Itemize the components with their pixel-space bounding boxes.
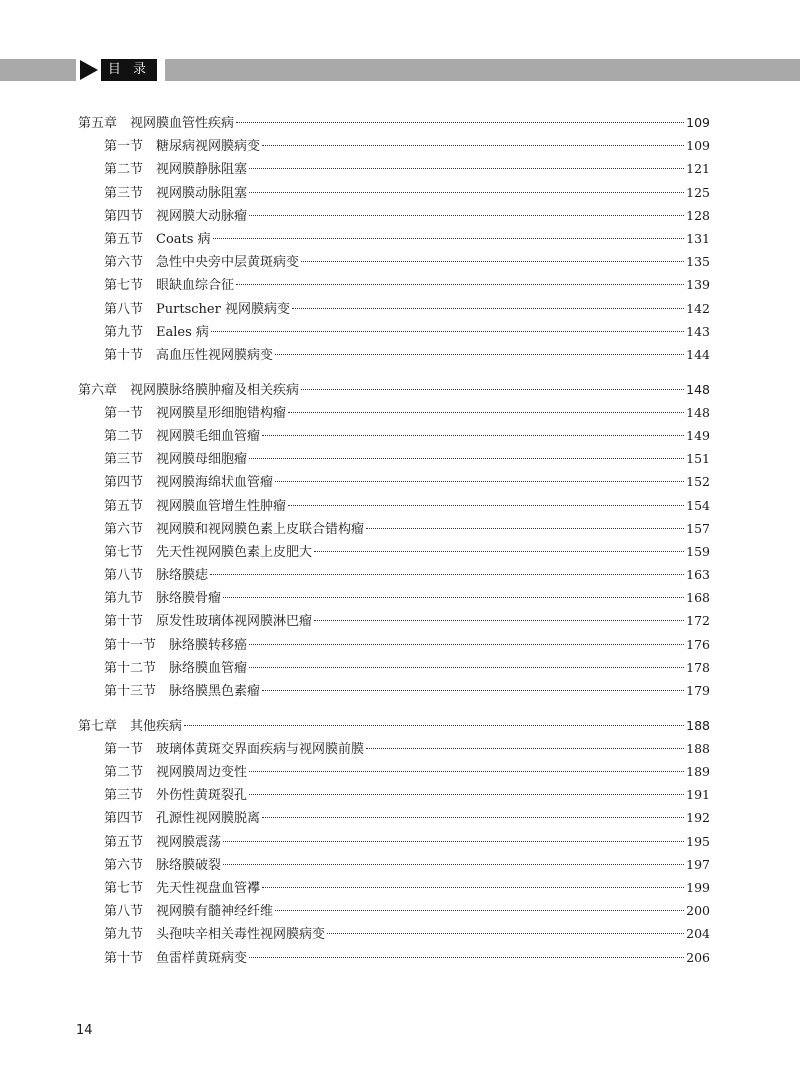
toc-section-entry-page: 176 — [686, 636, 710, 652]
toc-chapter-entry[interactable] — [78, 111, 710, 134]
toc-section-entry[interactable] — [78, 563, 710, 586]
toc-section-entry[interactable] — [78, 401, 710, 424]
toc-section-entry[interactable] — [78, 853, 710, 876]
toc-section-entry-label: 第八节 — [104, 904, 144, 920]
toc-section-entry-title: 脉络膜转移癌 — [169, 637, 248, 653]
toc-section-entry[interactable] — [78, 876, 710, 899]
toc-section-entry-leader — [249, 168, 684, 169]
toc-section-entry-page: 189 — [686, 764, 710, 780]
page-number: 14 — [76, 1023, 93, 1038]
play-arrow-icon — [80, 60, 98, 80]
toc-section-entry-label: 第四节 — [104, 208, 144, 224]
toc-section-entry-page: 188 — [686, 740, 710, 756]
toc-section-entry-title: 眼缺血综合征 — [156, 278, 235, 294]
toc-section-entry[interactable] — [78, 470, 710, 493]
toc-section-entry-label: 第五节 — [104, 231, 144, 247]
toc-section-entry-page: 139 — [686, 277, 710, 293]
toc-section-entry-title: 外伤性黄斑裂孔 — [156, 788, 248, 804]
toc-section-entry-label: 第九节 — [104, 591, 144, 607]
toc-section-entry[interactable] — [78, 297, 710, 320]
toc-section-entry[interactable] — [78, 447, 710, 470]
toc-section-entry-label: 第七节 — [104, 278, 144, 294]
toc-section-entry-page: 128 — [686, 207, 710, 223]
toc-section-entry-leader — [262, 887, 684, 888]
toc-section-entry-leader — [288, 505, 684, 506]
toc-section-entry-label: 第八节 — [104, 568, 144, 584]
toc-section-entry[interactable] — [78, 517, 710, 540]
toc-section-entry[interactable] — [78, 946, 710, 969]
toc-section-entry-label: 第四节 — [104, 811, 144, 827]
toc-section-entry[interactable] — [78, 494, 710, 517]
toc-section-entry-label: 第八节 — [104, 301, 144, 317]
toc-chapter-entry-label: 第六章 — [78, 382, 118, 398]
toc-section-entry-leader — [262, 690, 684, 691]
toc-section-entry[interactable] — [78, 273, 710, 296]
toc-section-entry-leader — [275, 354, 684, 355]
toc-section-entry[interactable] — [78, 737, 710, 760]
toc-section-entry[interactable] — [78, 540, 710, 563]
toc-section-entry-leader — [223, 864, 684, 865]
toc-chapter-entry-label: 第七章 — [78, 718, 118, 734]
toc-section-entry[interactable] — [78, 656, 710, 679]
toc-section-entry-page: 152 — [686, 474, 710, 490]
toc-section-entry-page: 159 — [686, 543, 710, 559]
toc-section-entry-title: 头孢呋辛相关毒性视网膜病变 — [156, 927, 326, 943]
toc-section-entry[interactable] — [78, 830, 710, 853]
toc-section-entry-page: 143 — [686, 323, 710, 339]
toc-section-entry-title: 视网膜震荡 — [156, 834, 222, 850]
toc-section-entry-leader — [288, 412, 684, 413]
toc-chapter-entry-page: 148 — [686, 381, 710, 397]
toc-section-entry-leader — [249, 192, 684, 193]
toc-section-entry-title: 视网膜周边变性 — [156, 765, 248, 781]
toc-section-entry-leader — [249, 215, 684, 216]
toc-section-entry[interactable] — [78, 157, 710, 180]
toc-chapter-entry-title: 其他疾病 — [130, 718, 183, 734]
toc-section-entry[interactable] — [78, 204, 710, 227]
toc-section-entry-label: 第十节 — [104, 950, 144, 966]
toc-section-entry[interactable] — [78, 320, 710, 343]
toc-section-entry-leader — [301, 261, 684, 262]
toc-section-entry-title: 脉络膜黑色素瘤 — [169, 684, 261, 699]
toc-section-entry-title: Eales 病 — [156, 324, 209, 340]
toc-section-entry[interactable] — [78, 922, 710, 945]
toc-section-entry-label: 第九节 — [104, 927, 144, 943]
toc-chapter-entry[interactable] — [78, 714, 710, 737]
toc-section-entry-page: 178 — [686, 659, 710, 675]
toc-section-entry-page: 200 — [686, 903, 710, 919]
toc-section-entry-leader — [275, 910, 684, 911]
toc-section-entry-label: 第二节 — [104, 162, 144, 178]
toc-section-entry-page: 144 — [686, 346, 710, 362]
toc-section-entry-label: 第七节 — [104, 544, 144, 560]
toc-section-entry-label: 第三节 — [104, 185, 144, 201]
toc-section-entry-title: 高血压性视网膜病变 — [156, 347, 274, 363]
toc-section-entry-page: 148 — [686, 404, 710, 420]
toc-section-entry-label: 第六节 — [104, 255, 144, 271]
toc-section-entry[interactable] — [78, 250, 710, 273]
toc-section-entry-leader — [366, 528, 684, 529]
toc-section-entry-title: 视网膜静脉阻塞 — [156, 162, 248, 178]
toc-section-entry-page: 121 — [686, 161, 710, 177]
toc-section-entry-label: 第九节 — [104, 324, 144, 340]
toc-chapter-entry-page: 188 — [686, 717, 710, 733]
toc-section-entry-leader — [249, 771, 684, 772]
toc-chapter-entry[interactable] — [78, 378, 710, 401]
toc-section-entry-title: 原发性玻璃体视网膜淋巴瘤 — [156, 614, 313, 630]
toc-section-entry-leader — [236, 284, 684, 285]
toc-section-entry-title: 鱼雷样黄斑病变 — [156, 950, 248, 966]
toc-section-entry-title: 脉络膜破裂 — [156, 857, 222, 873]
toc-section-entry-label: 第五节 — [104, 498, 144, 514]
toc-section-entry[interactable] — [78, 806, 710, 829]
toc-section-entry-title: 视网膜海绵状血管瘤 — [156, 475, 274, 491]
toc-section-entry-title: 视网膜星形细胞错构瘤 — [156, 405, 287, 421]
toc-section-entry-page: 168 — [686, 590, 710, 606]
toc-section-entry-title: 视网膜动脉阻塞 — [156, 185, 248, 201]
toc-section-entry[interactable] — [78, 783, 710, 806]
toc-section-entry-leader — [262, 817, 684, 818]
chapter-spacer — [78, 366, 710, 378]
toc-section-entry-page: 109 — [686, 138, 710, 154]
toc-section-entry-page: 154 — [686, 497, 710, 513]
toc-section-entry-title: 视网膜母细胞瘤 — [156, 452, 248, 468]
toc-section-entry-page: 195 — [686, 833, 710, 849]
toc-section-entry-leader — [223, 841, 684, 842]
toc-section-entry-leader — [249, 667, 684, 668]
toc-section-entry-label: 第三节 — [104, 788, 144, 804]
toc-section-entry-leader — [366, 748, 684, 749]
toc-section-entry-label: 第一节 — [104, 741, 144, 757]
toc-section-entry-label: 第七节 — [104, 881, 144, 896]
toc-section-entry-label: 第十一节 — [104, 637, 157, 653]
toc-section-entry-label: 第三节 — [104, 452, 144, 468]
toc-section-entry-label: 第十三节 — [104, 684, 157, 699]
toc-section-entry-title: 视网膜有髓神经纤维 — [156, 904, 274, 920]
toc-section-entry-page: 204 — [686, 926, 710, 942]
toc-section-entry[interactable] — [78, 899, 710, 922]
toc-section-entry[interactable] — [78, 760, 710, 783]
toc-chapter-entry-label: 第五章 — [78, 116, 118, 131]
toc-section-entry-page: 157 — [686, 520, 710, 536]
toc-section-entry-label: 第六节 — [104, 521, 144, 537]
toc-section-entry-title: 视网膜大动脉瘤 — [156, 208, 248, 224]
toc-section-entry-page: 197 — [686, 856, 710, 872]
toc-section-entry-title: 急性中央旁中层黄斑病变 — [156, 255, 300, 271]
header-bar-left — [0, 59, 76, 81]
toc-heading: 目 录 — [101, 59, 157, 81]
toc-section-entry-page: 206 — [686, 949, 710, 965]
toc-section-entry-title: 玻璃体黄斑交界面疾病与视网膜前膜 — [156, 741, 365, 757]
toc-section-entry-label: 第六节 — [104, 857, 144, 873]
toc-section-entry[interactable] — [78, 134, 710, 157]
toc-section-entry-page: 125 — [686, 184, 710, 200]
toc-section-entry-title: 脉络膜骨瘤 — [156, 591, 222, 607]
header-bar — [0, 59, 800, 81]
toc-section-entry-label: 第十节 — [104, 347, 144, 363]
toc-section-entry-label: 第一节 — [104, 405, 144, 421]
toc-section-entry-leader — [211, 331, 684, 332]
toc-chapter-entry-page: 109 — [686, 115, 710, 130]
toc-section-entry-leader — [314, 551, 684, 552]
toc-section-entry[interactable] — [78, 679, 710, 702]
toc-section-entry-title: Purtscher 视网膜病变 — [156, 301, 290, 317]
toc-section-entry-page: 172 — [686, 613, 710, 629]
toc-section-entry-title: 孔源性视网膜脱离 — [156, 811, 261, 827]
toc-chapter-entry-leader — [301, 389, 684, 390]
toc-section-entry-title: 视网膜毛细血管瘤 — [156, 428, 261, 444]
toc-section-entry-title: 脉络膜痣 — [156, 568, 209, 584]
toc-section-entry-title: 视网膜血管增生性肿瘤 — [156, 498, 287, 514]
chapter-spacer — [78, 702, 710, 714]
toc-section-entry[interactable] — [78, 609, 710, 632]
toc-section-entry-label: 第十二节 — [104, 660, 157, 676]
toc-section-entry[interactable] — [78, 343, 710, 366]
toc-section-entry-page: 142 — [686, 300, 710, 316]
toc-section-entry-leader — [262, 145, 684, 146]
toc-section-entry-leader — [249, 458, 684, 459]
toc-section-entry-leader — [210, 574, 684, 575]
toc-section-entry-leader — [223, 597, 684, 598]
toc-section-entry[interactable] — [78, 227, 710, 250]
toc-chapter-entry-leader — [184, 725, 684, 726]
toc-section-entry-page: 151 — [686, 451, 710, 467]
toc-section-entry-page: 135 — [686, 254, 710, 270]
toc-section-entry-title: 糖尿病视网膜病变 — [156, 139, 261, 155]
toc-section-entry-leader — [249, 794, 684, 795]
toc-section-entry-leader — [262, 435, 684, 436]
toc-section-entry-label: 第一节 — [104, 139, 144, 155]
toc-section-entry-label: 第十节 — [104, 614, 144, 630]
toc-section-entry-leader — [292, 308, 684, 309]
header-bar-right — [165, 59, 800, 81]
toc-section-entry-leader — [249, 957, 684, 958]
toc-section-entry[interactable] — [78, 586, 710, 609]
toc-section-entry-page: 191 — [686, 787, 710, 803]
toc-section-entry[interactable] — [78, 181, 710, 204]
toc-section-entry-title: 视网膜和视网膜色素上皮联合错构瘤 — [156, 521, 365, 537]
toc-section-entry-page: 179 — [686, 683, 710, 698]
toc-section-entry-label: 第二节 — [104, 765, 144, 781]
toc-section-entry-label: 第四节 — [104, 475, 144, 491]
toc-section-entry-page: 131 — [686, 230, 710, 246]
table-of-contents — [78, 111, 710, 969]
toc-section-entry-leader — [213, 238, 685, 239]
toc-section-entry-title: 先天性视网膜色素上皮肥大 — [156, 544, 313, 560]
toc-section-entry-leader — [249, 644, 684, 645]
toc-section-entry-page: 163 — [686, 567, 710, 583]
toc-section-entry-title: Coats 病 — [156, 231, 211, 247]
toc-section-entry-page: 149 — [686, 427, 710, 443]
toc-section-entry-leader — [275, 481, 684, 482]
toc-section-entry-page: 192 — [686, 810, 710, 826]
toc-section-entry-title: 先天性视盘血管襻 — [156, 881, 261, 896]
toc-chapter-entry-title: 视网膜血管性疾病 — [130, 116, 235, 131]
toc-section-entry[interactable] — [78, 424, 710, 447]
toc-section-entry[interactable] — [78, 633, 710, 656]
toc-section-entry-label: 第五节 — [104, 834, 144, 850]
toc-section-entry-leader — [327, 933, 684, 934]
toc-section-entry-leader — [314, 620, 684, 621]
toc-chapter-entry-leader — [236, 122, 684, 123]
toc-chapter-entry-title: 视网膜脉络膜肿瘤及相关疾病 — [130, 382, 300, 398]
toc-section-entry-page: 199 — [686, 880, 710, 895]
toc-section-entry-label: 第二节 — [104, 428, 144, 444]
toc-section-entry-title: 脉络膜血管瘤 — [169, 660, 248, 676]
